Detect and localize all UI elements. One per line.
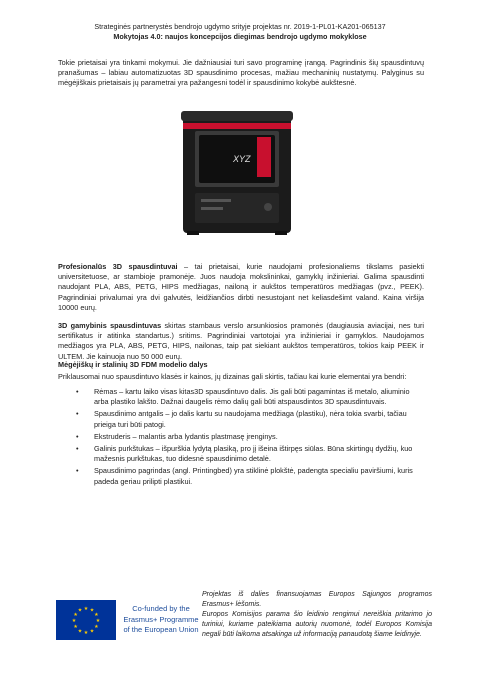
svg-text:★: ★ — [77, 607, 83, 614]
svg-text:★: ★ — [73, 624, 78, 630]
svg-text:★: ★ — [71, 618, 77, 624]
bullet-icon: • — [76, 466, 79, 476]
bullet-icon: • — [76, 444, 79, 454]
document-header — [50, 22, 430, 42]
intro-paragraph: Tokie prietaisai yra tinkami mokymui. Jie dažniausiai turi savo programinę įrangą. Pagrindinis šių spausdintuvų pranašumas – labiau automatizuotas 3D spausdinimo procesas, mažiau mechaninių nustatymų. Palyginus su mėgėjiškais prietaisais jų parametrai yra pažangesni todėl ir spausdinimo kokybė aukštesnė. — [58, 58, 424, 88]
bullet-icon: • — [76, 387, 79, 396]
list-item: • Rėmas – kartu laiko visas kitas3D spausdintuvo dalis. Jis gali būti pagamintas iš metalo, aliuminio arba plastiko lakšto. Dažnai daugelis rėmo dalių gali būti atspausdintos 3D spausdintuvais. — [76, 387, 410, 407]
header-project-line: Strateginės partnerystės bendrojo ugdymo srityje projektas nr. 2019-1-PL01-KA201-065137 — [94, 22, 386, 31]
professional-term: Profesionalūs 3D spausdintuvai — [58, 262, 178, 271]
professional-paragraph — [58, 262, 424, 313]
bullet-icon: • — [76, 409, 79, 419]
professional-text: – tai prietaisai, kurie naudojami profesionaliems tikslams pasiekti universitetuose, ar stambioje pramonėje. Juos naudoja mokslininkai, gamyklų inžinieriai. Galima spausdinti naudojant PLA, ABS, PETG, HIPS medžiagas, nailoną ir aukštos temperatūros medžiagas (pvz., PEEK). Pagrindiniai privalumai yra dvi galvutės, leidžiančios dirbti nesustojant net keliasdešimt valand. Kaina viršija 10000 eurų. — [58, 262, 424, 312]
svg-text:★: ★ — [89, 628, 95, 635]
printer-image — [173, 107, 301, 239]
industrial-text: skirtas stambaus verslo arsunkiosios pramonės (daugiausia aviacijai, nes turi sertifikatus ir atitinka standartus.) sritims. Pagrindiniai vartotojai yra inžinieriai ir gamyklos. Naudojamos medžiagos yra PLA, ABS, PETG, HIPS, nailonas, taip pat siekiant aukštos temperatūros, tokios kaip PEEK ir ULTEM. Jie kainuoja nuo 50 000 eurų. — [58, 321, 424, 361]
list-item: • Spausdinimo pagrindas (angl. Printingbed) yra stiklinė plokštė, padengta specialiu paviršiumi, kuris padeda geriau prilipti plastikui. — [76, 466, 413, 486]
3d-printer-illustration — [173, 107, 301, 239]
industrial-term: 3D gamybinis spausdintuvas — [58, 321, 162, 330]
list-item: • Galinis purkštukas – išpurškia lydytą plasiką, pro jį išeina ištirpęs siūlas. Būna skirtingų dydžių, kuo mažesnis purkštukas, tuo didesnė spausdinimo detalė. — [76, 444, 413, 464]
svg-text:★: ★ — [73, 612, 78, 618]
svg-text:★: ★ — [94, 612, 99, 618]
list-item: • Ekstruderis – malantis arba lydantis plastmasę įrenginys. — [76, 431, 278, 441]
funding-disclaimer: Projektas iš dalies finansuojamas Europos Sąjungos programos Erasmus+ lėšomis. Europos Komisijos parama šio leidinio rengimui nereiškia pritarimo jo turiniui, kuriame pateikiama autorių nuomonė, todėl Europos Komisija negali būti laikoma atsakinga už informaciją panaudotą šiame leidinyje. — [202, 591, 432, 638]
cofunded-label: Co-funded by the Erasmus+ Programme of the European Union — [123, 604, 199, 634]
svg-text:★: ★ — [77, 628, 83, 635]
document-footer — [56, 590, 436, 660]
eu-flag-icon — [56, 600, 116, 640]
svg-text:★: ★ — [89, 607, 95, 614]
printer-brand-mark: XYZ — [233, 154, 251, 164]
svg-text:★: ★ — [83, 630, 89, 636]
industrial-paragraph — [58, 321, 424, 362]
parts-list — [76, 387, 426, 489]
list-item: • Spausdinimo antgalis – jo dalis kartu su naudojama medžiaga (plastiku), nėra tokia svarbi, tačiau prieiga turi būti patogi. — [76, 409, 407, 429]
svg-text:★: ★ — [83, 606, 89, 612]
svg-text:★: ★ — [94, 624, 99, 630]
svg-text:★: ★ — [95, 618, 101, 624]
parts-heading: Mėgėjiškų ir stalinių 3D FDM modelio dalys — [58, 360, 208, 369]
header-title-line: Mokytojas 4.0: naujos koncepcijos diegimas bendrojo ugdymo mokyklose — [113, 32, 367, 41]
parts-intro-paragraph: Priklausomai nuo spausdintuvo klasės ir kainos, jų dizainas gali skirtis, tačiau kai kurie elementai yra bendri: — [58, 372, 407, 381]
bullet-icon: • — [76, 431, 79, 441]
